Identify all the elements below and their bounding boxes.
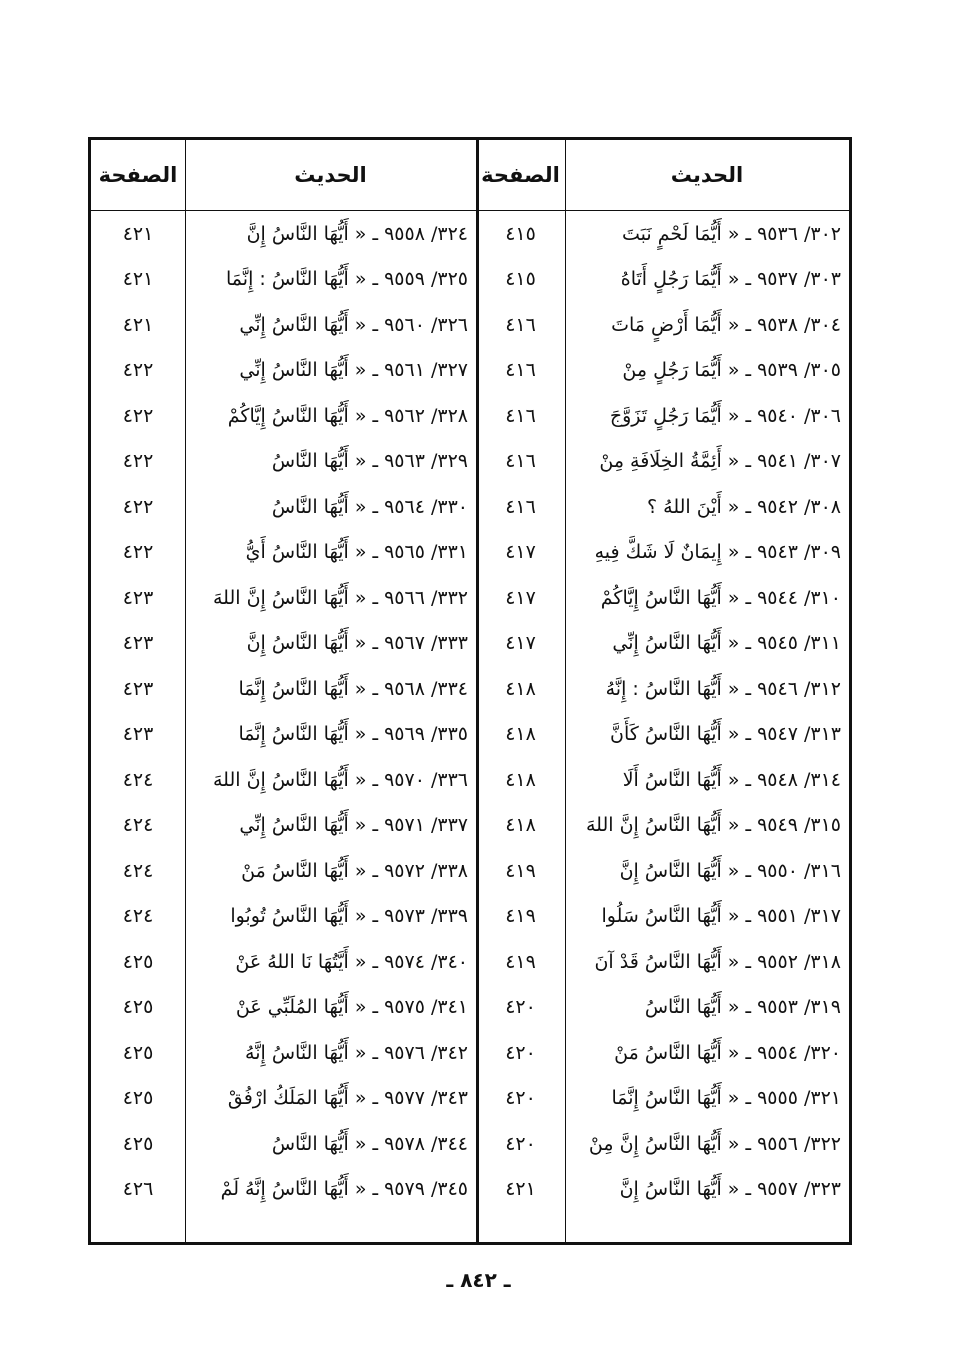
- hadith-entry: ٣١١/ ٩٥٤٥ ـ « أَيُّهَا النَّاسُ إِنِّي: [612, 632, 841, 654]
- table-row: [91, 1076, 849, 1121]
- table-row: [91, 848, 849, 893]
- hadith-entry: ٣٢٦/ ٩٥٦٠ ـ « أَيُّهَا النَّاسُ إِنِّي: [239, 313, 468, 336]
- page-ref: ٤٢٢: [122, 495, 154, 518]
- table-row: [91, 257, 849, 302]
- page-ref: ٤٢٥: [122, 950, 154, 973]
- page-ref: ٤٢٠: [505, 1132, 536, 1155]
- hadith-entry: ٣٢٧/ ٩٥٦١ ـ « أَيُّهَا النَّاسُ إِنِّي: [239, 359, 468, 381]
- hadith-entry: ٣٤٥/ ٩٥٧٩ ـ « أَيُّهَا النَّاسُ إِنَّهُ لَمْ: [220, 1178, 468, 1200]
- hadith-entry: ٣١٥/ ٩٥٤٩ ـ « أَيُّهَا النَّاسُ إِنَّ اللهَ: [585, 814, 841, 836]
- table-row: [91, 302, 849, 347]
- page-ref: ٤١٥: [505, 268, 536, 290]
- hadith-entry: ٣٤٢/ ٩٥٧٦ ـ « أَيُّهَا النَّاسُ إِنَّهُ: [245, 1041, 468, 1064]
- page-ref: ٤٢٢: [122, 541, 154, 563]
- table-row: [91, 757, 849, 802]
- table-row: [91, 348, 849, 393]
- hadith-entry: ٣٣٥/ ٩٥٦٩ ـ « أَيُّهَا النَّاسُ إِنَّمَا: [238, 723, 468, 745]
- page-ref: ٤٢٤: [122, 814, 154, 836]
- hadith-entry: ٣٣٢/ ٩٥٦٦ ـ « أَيُّهَا النَّاسُ إِنَّ اللهَ: [212, 586, 468, 609]
- page-ref: ٤١٧: [505, 541, 536, 563]
- hadith-entry: ٣٠٤/ ٩٥٣٨ ـ « أَيُّمَا أَرْضٍ مَاتَ: [611, 313, 841, 336]
- hadith-entry: ٣٣٦/ ٩٥٧٠ ـ « أَيُّهَا النَّاسُ إِنَّ اللهَ: [212, 768, 468, 791]
- page-ref: ٤٢٠: [505, 1041, 536, 1064]
- table-row: [91, 939, 849, 984]
- hadith-entry: ٣٤٣/ ٩٥٧٧ ـ « أَيُّهَا المَلَكُ ارْفُقْ: [227, 1087, 468, 1109]
- hadith-entry: ٣١٤/ ٩٥٤٨ ـ « أَيُّهَا النَّاسُ أَلَا: [622, 768, 841, 791]
- page-ref: ٤١٥: [505, 222, 536, 245]
- page-ref: ٤٢٠: [505, 1087, 536, 1109]
- page-ref: ٤١٦: [505, 450, 536, 472]
- page-ref: ٤١٩: [505, 950, 536, 973]
- page-ref: ٤١٩: [505, 859, 536, 882]
- table-row: [91, 712, 849, 757]
- hadith-entry: ٣٢٥/ ٩٥٥٩ ـ « أَيُّهَا النَّاسُ : إِنَّمَا: [226, 268, 468, 290]
- hadith-entry: ٣٢٢/ ٩٥٥٦ ـ « أَيُّهَا النَّاسُ إِنَّ مِنْ: [588, 1132, 841, 1155]
- table-row: [91, 803, 849, 848]
- table-row: [91, 575, 849, 620]
- hadith-entry: ٣٣٣/ ٩٥٦٧ ـ « أَيُّهَا النَّاسُ إِنَّ: [246, 632, 468, 654]
- hadith-entry: ٣١٧/ ٩٥٥١ ـ « أَيُّهَا النَّاسُ سَلُوا: [601, 905, 841, 927]
- hadith-entry: ٣٤٠/ ٩٥٧٤ ـ « أَيَّتُهَا نَا اللهُ عَنْ: [235, 950, 468, 973]
- hadith-entry: ٣٠٣/ ٩٥٣٧ ـ « أَيُّمَا رَجُلٍ أَتَاهُ: [620, 268, 841, 290]
- page-ref: ٤٢١: [505, 1178, 536, 1200]
- hadith-entry: ٣١٩/ ٩٥٥٣ ـ « أَيُّهَا النَّاسُ: [644, 996, 841, 1018]
- page-ref: ٤٢٤: [122, 768, 154, 791]
- table-row: [91, 484, 849, 529]
- hadith-entry: ٣٠٥/ ٩٥٣٩ ـ « أَيُّمَا رَجُلٍ مِنْ: [622, 359, 841, 381]
- page-ref: ٤١٧: [505, 632, 536, 654]
- page-ref: ٤٢٠: [505, 996, 536, 1018]
- hadith-entry: ٣٢٤/ ٩٥٥٨ ـ « أَيُّهَا النَّاسُ إِنَّ: [246, 222, 468, 245]
- page-ref: ٤١٦: [505, 404, 536, 427]
- hadith-entry: ٣٢٨/ ٩٥٦٢ ـ « أَيُّهَا النَّاسُ إِيَّاكُمْ: [227, 404, 468, 427]
- hadith-entry: ٣١٢/ ٩٥٤٦ ـ « أَيُّهَا النَّاسُ : إِنَّهُ: [605, 677, 841, 700]
- page-ref: ٤٢١: [122, 268, 154, 290]
- page-ref: ٤٢٥: [122, 1132, 154, 1155]
- hadith-entry: ٣١٦/ ٩٥٥٠ ـ « أَيُّهَا النَّاسُ إِنَّ: [619, 859, 841, 882]
- page-ref: ٤٢٣: [122, 723, 154, 745]
- table-row: [91, 985, 849, 1030]
- hadith-entry: ٣٠٦/ ٩٥٤٠ ـ « أَيُّمَا رَجُلٍ تَزَوَّجَ: [609, 404, 841, 427]
- page-ref: ٤٢٤: [122, 905, 154, 927]
- hadith-entry: ٣٣٨/ ٩٥٧٢ ـ « أَيُّهَا النَّاسُ مَنْ: [241, 859, 468, 882]
- table-row: [91, 393, 849, 438]
- page-ref: ٤١٩: [505, 905, 536, 927]
- page-ref: ٤٢٢: [122, 359, 154, 381]
- page-ref: ٤٢٣: [122, 586, 154, 609]
- header-page-left: الصفحة: [98, 163, 178, 187]
- page-ref: ٤٢٦: [122, 1178, 154, 1200]
- header-hadith-right: الحديث: [670, 163, 744, 187]
- hadith-entry: ٣٠٩/ ٩٥٤٣ ـ « إِيمَانٌ لَا شَكَّ فِيهِ: [594, 541, 841, 563]
- hadith-entry: ٣٣١/ ٩٥٦٥ ـ « أَيُّهَا النَّاسُ أَيُّ: [245, 541, 468, 563]
- hadith-entry: ٣٤٤/ ٩٥٧٨ ـ « أَيُّهَا النَّاسُ: [271, 1132, 468, 1155]
- page-ref: ٤١٦: [505, 313, 536, 336]
- hadith-entry: ٣٤١/ ٩٥٧٥ ـ « أَيُّهَا المُلَبِّي عَنْ: [235, 996, 468, 1018]
- page-ref: ٤٢٥: [122, 1041, 154, 1064]
- table-row: [91, 530, 849, 575]
- page-ref: ٤٢٢: [122, 450, 154, 472]
- page-number: ـ ٨٤٢ ـ: [446, 1268, 511, 1292]
- page-ref: ٤٢٥: [122, 1087, 154, 1109]
- header-hadith-left: الحديث: [294, 163, 367, 187]
- table-row: [91, 666, 849, 711]
- hadith-entry: ٣٠٢/ ٩٥٣٦ ـ « أَيُّمَا لَحْمٍ نَبَتَ: [621, 222, 841, 245]
- hadith-entry: ٣٣٩/ ٩٥٧٣ ـ « أَيُّهَا النَّاسُ تُوبُوا: [230, 905, 468, 927]
- page-ref: ٤١٦: [505, 495, 536, 518]
- hadith-entry: ٣٠٨/ ٩٥٤٢ ـ « أَيْنَ اللهُ ؟: [647, 495, 841, 518]
- hadith-entry: ٣١٠/ ٩٥٤٤ ـ « أَيُّهَا النَّاسُ إِيَّاكُمْ: [600, 586, 841, 609]
- header-page-right: الصفحة: [481, 163, 560, 187]
- hadith-entry: ٣٢٩/ ٩٥٦٣ ـ « أَيُّهَا النَّاسُ: [271, 450, 468, 472]
- hadith-entry: ٣٣٧/ ٩٥٧١ ـ « أَيُّهَا النَّاسُ إِنِّي: [239, 814, 468, 836]
- table-row: [91, 439, 849, 484]
- table-row: [91, 894, 849, 939]
- page-ref: ٤٢٣: [122, 632, 154, 654]
- page-ref: ٤٢١: [122, 222, 154, 245]
- page-ref: ٤١٨: [505, 723, 536, 745]
- page-ref: ٤٢٤: [122, 859, 154, 882]
- page-ref: ٤٢١: [122, 313, 154, 336]
- hadith-entry: ٣٣٠/ ٩٥٦٤ ـ « أَيُّهَا النَّاسُ: [271, 495, 468, 518]
- page-ref: ٤١٨: [505, 768, 536, 791]
- hadith-entry: ٣٢٠/ ٩٥٥٤ ـ « أَيُّهَا النَّاسُ مَنْ: [614, 1041, 841, 1064]
- page-ref: ٤١٦: [505, 359, 536, 381]
- hadith-entry: ٣١٣/ ٩٥٤٧ ـ « أَيُّهَا النَّاسُ كَأَنَّ: [610, 723, 841, 745]
- page-ref: ٤١٧: [505, 586, 536, 609]
- page-ref: ٤١٨: [505, 677, 536, 700]
- index-table: [88, 137, 852, 1245]
- page-ref: ٤٢٥: [122, 996, 154, 1018]
- hadith-entry: ٣٣٤/ ٩٥٦٨ ـ « أَيُّهَا النَّاسُ إِنَّمَا: [238, 677, 468, 700]
- hadith-entry: ٣١٨/ ٩٥٥٢ ـ « أَيُّهَا النَّاسُ قَدْ آنَ: [594, 950, 841, 973]
- table-row: [91, 1030, 849, 1075]
- page-ref: ٤٢٢: [122, 404, 154, 427]
- table-row: [91, 1167, 849, 1212]
- table-row: [91, 1121, 849, 1166]
- hadith-entry: ٣٢١/ ٩٥٥٥ ـ « أَيُّهَا النَّاسُ إِنَّمَا: [611, 1087, 841, 1109]
- page-ref: ٤١٨: [505, 814, 536, 836]
- table-row: [91, 621, 849, 666]
- hadith-entry: ٣٢٣/ ٩٥٥٧ ـ « أَيُّهَا النَّاسُ إِنَّ: [619, 1178, 841, 1200]
- table-row: [91, 211, 849, 256]
- page-ref: ٤٢٣: [122, 677, 154, 700]
- hadith-entry: ٣٠٧/ ٩٥٤١ ـ « أَئِمَّةُ الخِلَافَةِ مِنْ: [599, 450, 841, 472]
